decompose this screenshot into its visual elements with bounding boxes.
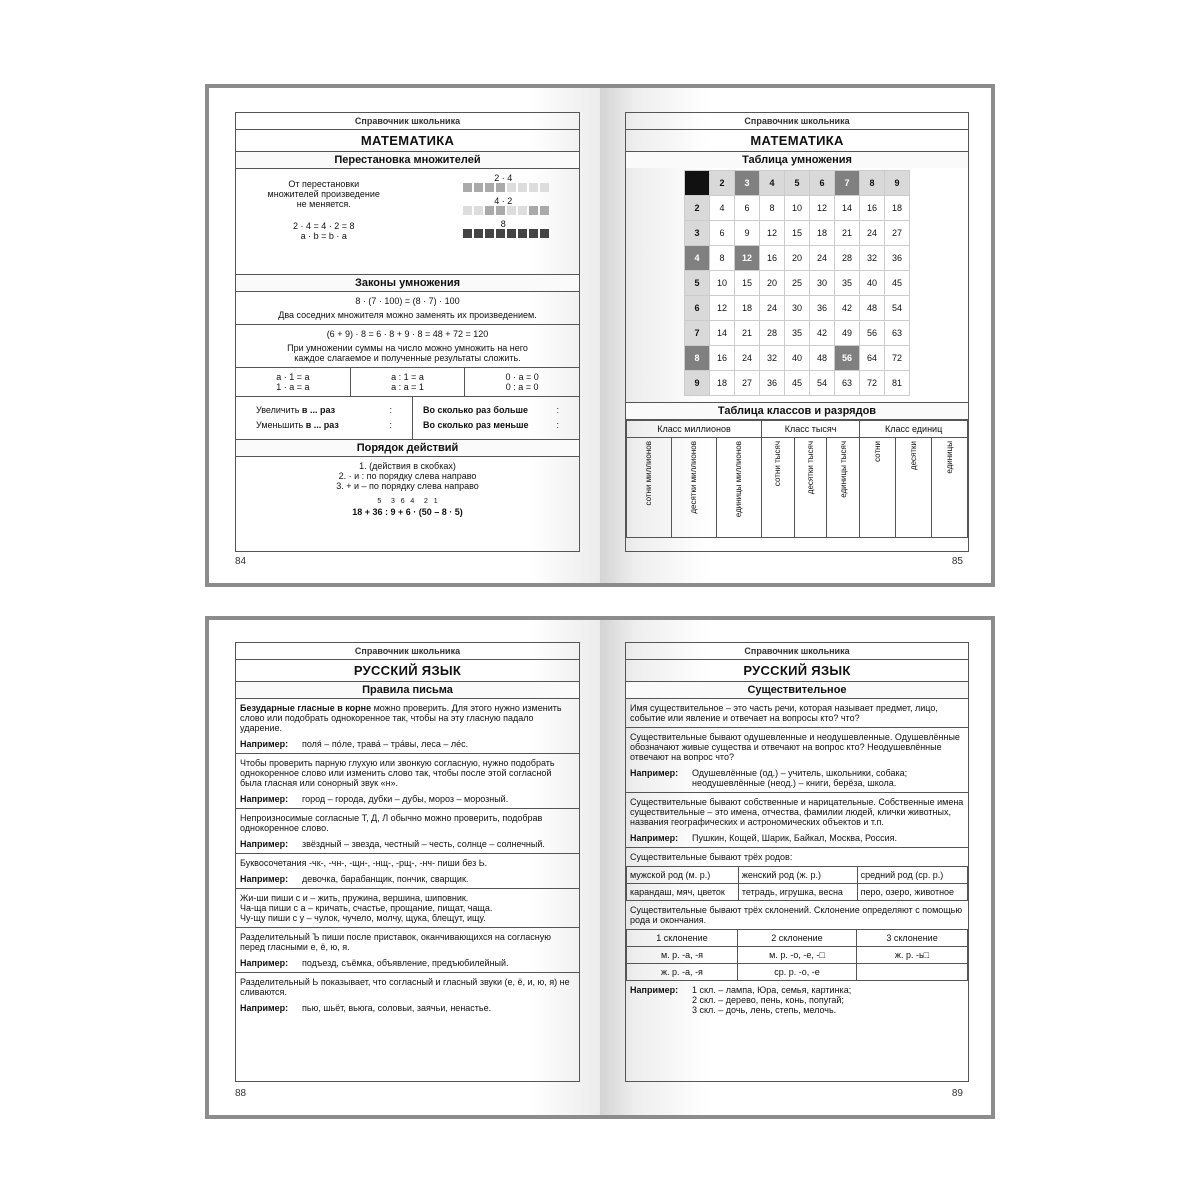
- example-text: подъезд, съёмка, объявление, предъюбилейный.: [302, 958, 509, 968]
- gender-cell: женский род (ж. р.): [738, 867, 857, 884]
- table-cell: 40: [860, 271, 885, 296]
- law-formula: (6 + 9) · 8 = 6 · 8 + 9 · 8 = 48 + 72 = 120: [326, 329, 489, 339]
- noun-proper: [626, 793, 968, 848]
- example-text: пью, шьёт, вьюга, соловьи, заячьи, ненастье.: [302, 1003, 492, 1013]
- rule-silent: [236, 809, 579, 854]
- rule-text: Существительные бывают собственные и нарицательные. Собственные имена существительные – это имена, отчества, фамилии людей, клички животных, названия географических и астрономических объектов и т.п.: [630, 797, 964, 827]
- compare-grid: [236, 397, 579, 440]
- class-header: Класс единиц: [860, 421, 968, 438]
- page-header: Справочник школьника: [626, 113, 968, 130]
- gender-cell: мужской род (м. р.): [627, 867, 739, 884]
- declension-cell: 2 склонение: [737, 930, 856, 947]
- table-cell: 42: [810, 321, 835, 346]
- table-cell: 18: [735, 296, 760, 321]
- table-cell: 24: [810, 246, 835, 271]
- table-cell: 10: [710, 271, 735, 296]
- example-label: Например:: [240, 739, 289, 749]
- table-cell: 27: [885, 221, 910, 246]
- declension-cell: ж. р. -ь□: [857, 947, 968, 964]
- math-right-panel: [625, 112, 969, 552]
- gender-cell: средний род (ср. р.): [857, 867, 967, 884]
- rule-bold: Безударные гласные в корне: [240, 703, 372, 713]
- page-title: РУССКИЙ ЯЗЫК: [626, 660, 968, 682]
- gender-cell: перо, озеро, животное: [857, 884, 967, 901]
- rank-label: единицы тысяч: [838, 441, 848, 498]
- class-header: Класс тысяч: [761, 421, 859, 438]
- order-block: [236, 457, 579, 521]
- rule-hard-sign: [236, 928, 579, 973]
- table-cell: 3: [735, 171, 760, 196]
- math-left-panel: [235, 112, 580, 552]
- table-cell: 10: [785, 196, 810, 221]
- table-cell: 32: [860, 246, 885, 271]
- table-cell: 2: [685, 196, 710, 221]
- law-formula: 8 · (7 · 100) = (8 · 7) · 100: [355, 296, 460, 306]
- rule-text: Ча-ща пиши с а – кричать, счастье, прощание, пищат, чаща.: [240, 903, 493, 913]
- declension-cell: 3 склонение: [857, 930, 968, 947]
- noun-declension-title: Существительные бывают трёх склонений. Склонение определяют с помощью рода и окончания.: [626, 901, 968, 930]
- rule-text: можно проверить. Для этого нужно изменить слово или подобрать однокоренное так, чтобы на эту гласную падало ударение.: [240, 703, 562, 733]
- rank-label: десятки тысяч: [806, 441, 816, 495]
- table-cell: 24: [860, 221, 885, 246]
- table-cell: 4: [760, 171, 785, 196]
- bar-label: 4 · 2: [494, 196, 513, 206]
- table-cell: 5: [785, 171, 810, 196]
- declension-cell: м. р. -о, -е, -□: [737, 947, 856, 964]
- table-cell: 15: [785, 221, 810, 246]
- table-cell: 40: [785, 346, 810, 371]
- bar-2x4: [408, 183, 550, 192]
- noun-definition: Имя существительное – это часть речи, которая называет предмет, лицо, событие или явление и отвечает на вопросы кто? что?: [626, 699, 968, 728]
- table-cell: 18: [710, 371, 735, 396]
- rule-text: Жи-ши пиши с и – жить, пружина, вершина, шиповник.: [240, 893, 469, 903]
- bar-8: [408, 229, 550, 238]
- table-cell: 18: [885, 196, 910, 221]
- gender-cell: тетрадь, игрушка, весна: [738, 884, 857, 901]
- page-header: Справочник школьника: [626, 643, 968, 660]
- noun-gender-title: Существительные бывают трёх родов:: [626, 848, 968, 867]
- declension-cell: 1 склонение: [627, 930, 738, 947]
- table-cell: 8: [685, 346, 710, 371]
- example-text: 2 скл. – дерево, пень, конь, попугай;: [692, 995, 844, 1005]
- table-cell: 64: [860, 346, 885, 371]
- table-cell: 12: [810, 196, 835, 221]
- text: :: [556, 420, 559, 430]
- rule-text: Буквосочетания -чк-, -чн-, -щн-, -нщ-, -рщ-, -нч- пиши без Ь.: [240, 858, 488, 868]
- section-title: Таблица классов и разрядов: [626, 403, 968, 420]
- table-cell: 32: [760, 346, 785, 371]
- declension-cell: м. р. -а, -я: [627, 947, 738, 964]
- table-cell: 45: [885, 271, 910, 296]
- order-rule: 2. · и : по порядку слева направо: [338, 471, 477, 481]
- spread-russian: [205, 616, 995, 1119]
- table-cell: 48: [810, 346, 835, 371]
- example-label: Например:: [630, 768, 679, 778]
- table-cell: 21: [735, 321, 760, 346]
- table-cell: 16: [710, 346, 735, 371]
- table-cell: 16: [860, 196, 885, 221]
- example-text: 3 скл. – дочь, лень, степь, мелочь.: [692, 1005, 837, 1015]
- permutation-block: [236, 169, 579, 275]
- page-89: [600, 620, 991, 1115]
- table-cell: 8: [710, 246, 735, 271]
- text: :: [389, 405, 392, 415]
- example-label: Например:: [240, 839, 289, 849]
- bar-label: 2 · 4: [494, 173, 513, 183]
- noun-animate: [626, 728, 968, 793]
- table-cell: 54: [885, 296, 910, 321]
- law-text: При умножении суммы на число можно умножить на него каждое слагаемое и полученные результаты сложить.: [287, 343, 528, 363]
- rule-text: Чу-щу пиши с у – чулок, чучело, молчу, щука, блещут, ищу.: [240, 913, 486, 923]
- russian-left-panel: [235, 642, 580, 1082]
- class-header: Класс миллионов: [627, 421, 762, 438]
- table-cell: 12: [710, 296, 735, 321]
- page-title: МАТЕМАТИКА: [626, 130, 968, 152]
- multiplication-table: [684, 170, 910, 396]
- table-cell: 81: [885, 371, 910, 396]
- table-cell: 72: [860, 371, 885, 396]
- table-cell: 36: [885, 246, 910, 271]
- rank-label: десятки миллионов: [689, 441, 699, 514]
- rule: 0 : a = 0: [505, 382, 539, 392]
- law-distrib: [236, 325, 579, 368]
- section-title: Таблица умножения: [626, 152, 968, 168]
- table-cell: 42: [835, 296, 860, 321]
- declension-examples: [626, 981, 968, 1019]
- table-cell: 20: [760, 271, 785, 296]
- table-cell: 54: [810, 371, 835, 396]
- rule-text: Существительные бывают одушевленные и неодушевленные. Одушевлённые обозначают живые существа и отвечают на вопрос кто? Неодушевлённые отвечают на вопрос что?: [630, 732, 960, 762]
- rule-text: Разделительный Ъ пиши после приставок, оканчивающихся на согласную перед гласными е, ё, ю, я.: [240, 932, 551, 952]
- example-label: Например:: [630, 833, 679, 843]
- example-label: Например:: [630, 985, 679, 995]
- table-cell: 7: [685, 321, 710, 346]
- rank-label: десятки: [909, 441, 919, 471]
- table-cell: 4: [685, 246, 710, 271]
- rule-soft-sign: [236, 973, 579, 1017]
- table-cell: 36: [810, 296, 835, 321]
- permutation-text: От перестановки множителей произведение не меняется.: [267, 179, 380, 209]
- order-rule: 1. (действия в скобках): [359, 461, 456, 471]
- table-cell: 27: [735, 371, 760, 396]
- table-cell: 20: [785, 246, 810, 271]
- rule-zhi-shi: [236, 889, 579, 928]
- example-text: 1 скл. – лампа, Юра, семья, картинка;: [692, 985, 852, 995]
- table-cell: 28: [835, 246, 860, 271]
- example-label: Например:: [240, 958, 289, 968]
- table-cell: 8: [860, 171, 885, 196]
- page-number: 88: [235, 1088, 247, 1099]
- table-cell: 14: [710, 321, 735, 346]
- table-cell: 9: [735, 221, 760, 246]
- table-cell: 14: [835, 196, 860, 221]
- text: :: [389, 420, 392, 430]
- text: в ... раз: [301, 405, 336, 415]
- declension-cell: ср. р. -о, -е: [737, 964, 856, 981]
- text: Уменьшить: [256, 420, 304, 430]
- table-cell: 18: [810, 221, 835, 246]
- page-title: МАТЕМАТИКА: [236, 130, 579, 152]
- text: раз больше: [475, 405, 528, 415]
- section-title: Порядок действий: [236, 440, 579, 457]
- table-cell: 28: [760, 321, 785, 346]
- order-numbers: 5 3 6 4 2 1: [377, 498, 438, 505]
- section-title: Законы умножения: [236, 275, 579, 292]
- table-cell: 25: [785, 271, 810, 296]
- rule-consonant: [236, 754, 579, 809]
- table-cell: 9: [685, 371, 710, 396]
- table-cell: 49: [835, 321, 860, 346]
- table-cell: 8: [760, 196, 785, 221]
- table-cell: 63: [835, 371, 860, 396]
- text: раз меньше: [475, 420, 529, 430]
- table-cell: 72: [885, 346, 910, 371]
- text: Во сколько: [423, 405, 474, 415]
- law-assoc: [236, 292, 579, 325]
- table-cell: 15: [735, 271, 760, 296]
- example-label: Например:: [240, 1003, 289, 1013]
- spread-math: [205, 84, 995, 587]
- order-rule: 3. + и – по порядку слева направо: [336, 481, 479, 491]
- page-84: [209, 88, 600, 583]
- rules-grid: [236, 368, 579, 397]
- section-title: Существительное: [626, 682, 968, 699]
- section-title: Правила письма: [236, 682, 579, 699]
- russian-right-panel: [625, 642, 969, 1082]
- page-header: Справочник школьника: [236, 643, 579, 660]
- page-88: [209, 620, 600, 1115]
- table-cell: 16: [760, 246, 785, 271]
- table-cell: 6: [735, 196, 760, 221]
- page-number: 89: [951, 1088, 963, 1099]
- table-cell: 45: [785, 371, 810, 396]
- table-cell: 3: [685, 221, 710, 246]
- declension-table: [626, 929, 968, 981]
- rule-unstressed: [236, 699, 579, 754]
- table-cell: 21: [835, 221, 860, 246]
- bar-4x2: [408, 206, 550, 215]
- table-cell: 24: [735, 346, 760, 371]
- table-cell: 30: [785, 296, 810, 321]
- rule: 0 · a = 0: [505, 372, 539, 382]
- text: Во сколько: [423, 420, 474, 430]
- example-text: горо‍д – города, дубки – дубы, мороз – морозный.: [302, 794, 509, 804]
- example-label: Например:: [240, 874, 289, 884]
- table-cell: 9: [885, 171, 910, 196]
- page-header: Справочник школьника: [236, 113, 579, 130]
- table-cell: 24: [760, 296, 785, 321]
- text: :: [556, 405, 559, 415]
- permutation-eq1: 2 · 4 = 4 · 2 = 8: [292, 221, 355, 231]
- table-cell: 48: [860, 296, 885, 321]
- rule-text: Непроизносимые согласные Т, Д, Л обычно можно проверить, подобрав однокоренное слово.: [240, 813, 543, 833]
- rule: a · 1 = a: [276, 372, 310, 382]
- gender-table: [626, 866, 968, 901]
- text: Увеличить: [256, 405, 300, 415]
- table-cell: 6: [710, 221, 735, 246]
- order-expression: 18 + 36 : 9 + 6 · (50 – 8 · 5): [352, 507, 463, 517]
- rank-label: единицы миллионов: [734, 441, 744, 518]
- rank-label: единицы: [945, 441, 954, 474]
- page-number: 85: [951, 556, 963, 567]
- ranks-table: [626, 420, 968, 538]
- rank-label: сотни тысяч: [773, 441, 783, 487]
- table-cell: 5: [685, 271, 710, 296]
- rule-combinations: [236, 854, 579, 889]
- bar-label: 8: [500, 219, 506, 229]
- example-text: поля́ – по́ле, трава́ – тра́вы, леса – ле́с.: [302, 739, 469, 749]
- example-text: Пушкин, Кощей, Шарик, Байкал, Москва, Россия.: [692, 833, 898, 843]
- table-cell: 35: [785, 321, 810, 346]
- table-cell: 36: [760, 371, 785, 396]
- rule: 1 · a = a: [276, 382, 310, 392]
- rule: a : 1 = a: [391, 372, 424, 382]
- table-cell: 2: [710, 171, 735, 196]
- table-cell: [685, 171, 710, 196]
- declension-cell: ж. р. -а, -я: [627, 964, 738, 981]
- rule: a : a = 1: [391, 382, 424, 392]
- declension-cell: [857, 964, 968, 981]
- text: в ... раз: [305, 420, 339, 430]
- rank-label: сотни миллионов: [644, 441, 654, 506]
- table-cell: 6: [810, 171, 835, 196]
- section-title: Перестановка множителей: [236, 152, 579, 169]
- table-cell: 12: [735, 246, 760, 271]
- example-text: звёздный – звезда, честный – честь, солнце – солнечный.: [302, 839, 545, 849]
- table-cell: 56: [860, 321, 885, 346]
- table-cell: 63: [885, 321, 910, 346]
- rank-label: сотни: [873, 441, 883, 462]
- page-title: РУССКИЙ ЯЗЫК: [236, 660, 579, 682]
- table-cell: 56: [835, 346, 860, 371]
- table-cell: 7: [835, 171, 860, 196]
- table-cell: 12: [760, 221, 785, 246]
- table-cell: 35: [835, 271, 860, 296]
- permutation-eq2: a · b = b · a: [300, 231, 347, 241]
- example-text: Одушевлённые (од.) – учитель, школьники, собака; неодушевлённые (неод.) – книги, берёза, школа.: [692, 768, 908, 788]
- example-label: Например:: [240, 794, 289, 804]
- page-85: [600, 88, 991, 583]
- example-text: девочка, барабанщик, пончик, сварщик.: [302, 874, 469, 884]
- rule-text: Чтобы проверить парную глухую или звонкую согласную, нужно подобрать однокоренное слово или изменить слово так, чтобы после этой согласной была гласная или сонорный звук «н».: [240, 758, 555, 788]
- rule-text: Разделительный Ь показывает, что согласный и гласный звуки (е, ё, и, ю, я) не сливаются.: [240, 977, 570, 997]
- law-text: Два соседних множителя можно заменять их произведением.: [278, 310, 537, 320]
- page-number: 84: [235, 556, 247, 567]
- table-cell: 4: [710, 196, 735, 221]
- table-cell: 6: [685, 296, 710, 321]
- gender-cell: карандаш, мяч, цветок: [627, 884, 739, 901]
- table-cell: 30: [810, 271, 835, 296]
